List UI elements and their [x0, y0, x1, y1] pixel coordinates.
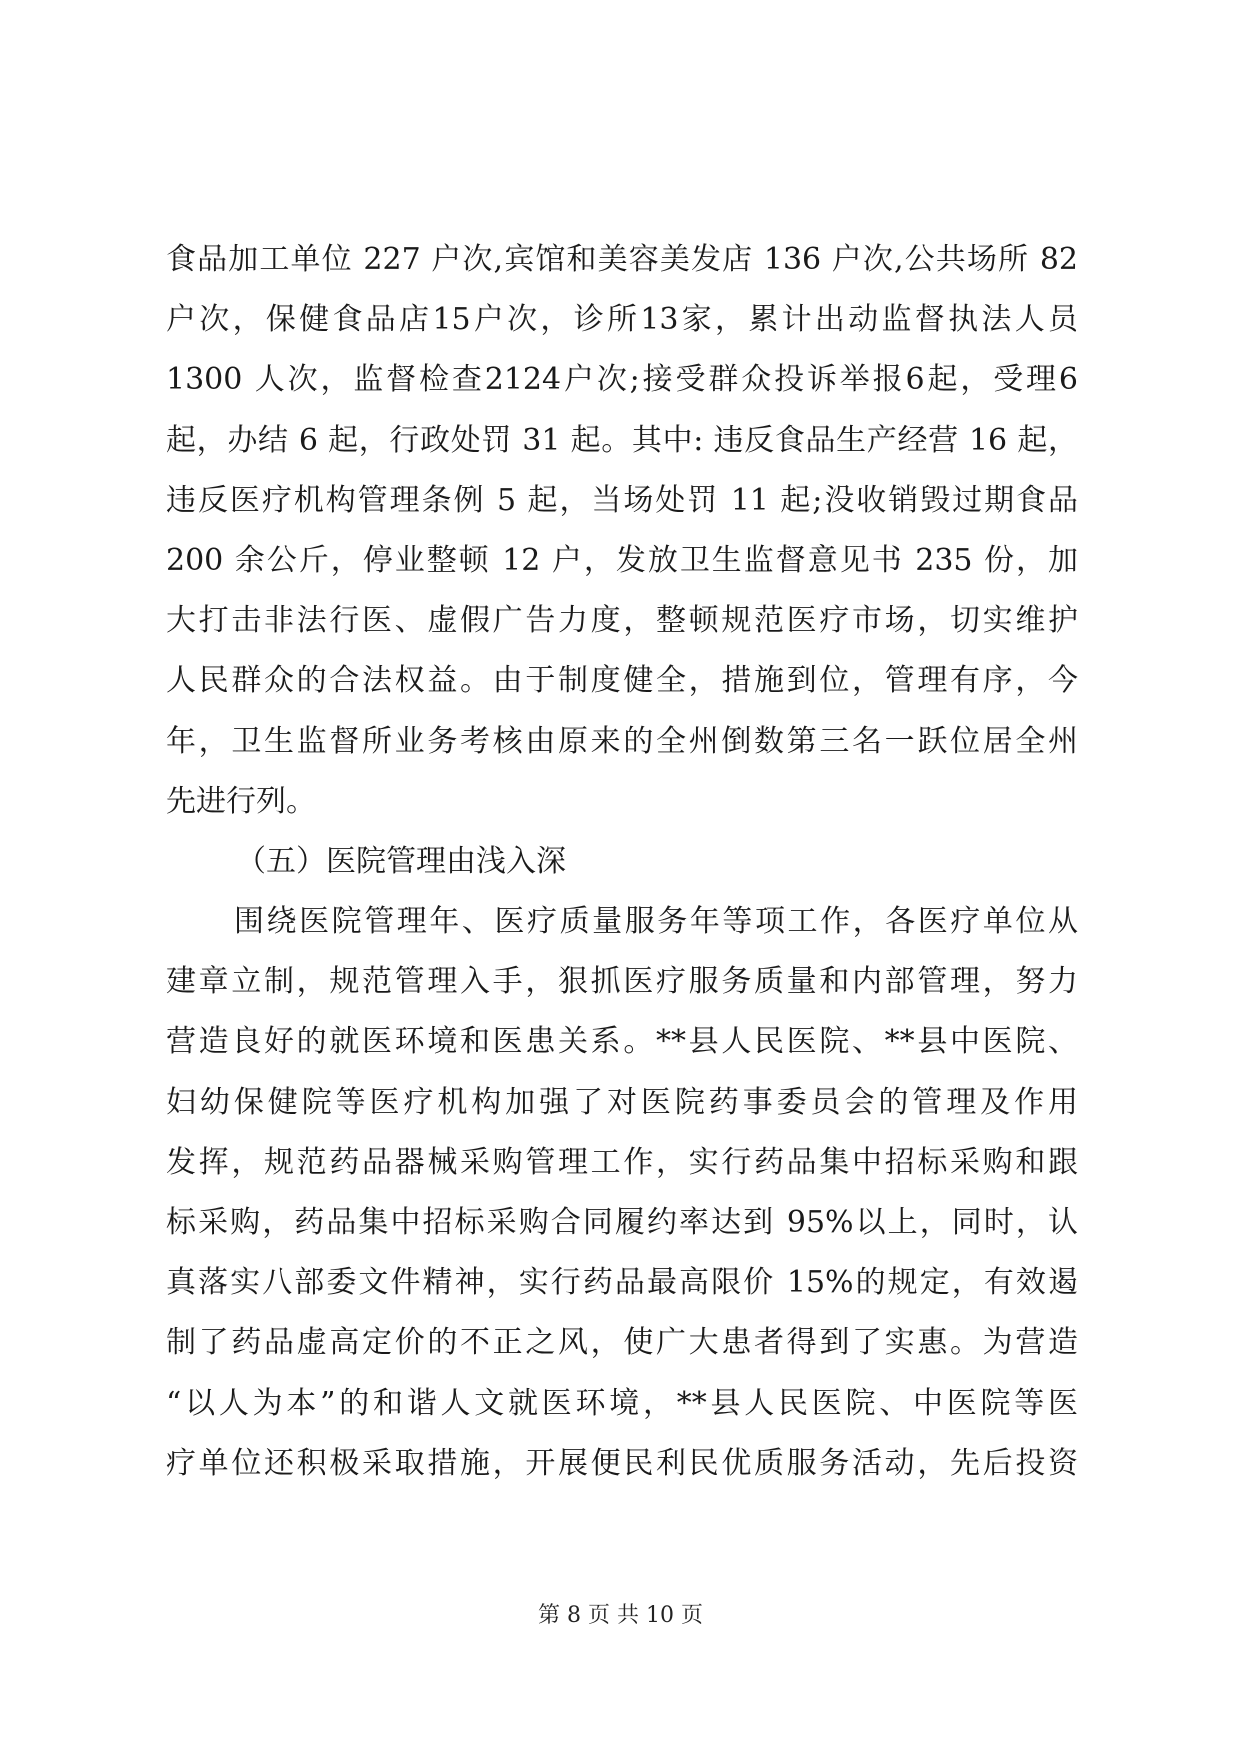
text-line: 真落实八部委文件精神，实行药品最高限价 15%的规定，有效遏 — [166, 1265, 1078, 1301]
text-line: 先进行列。 — [166, 783, 316, 819]
text-line: 食品加工单位 227 户次,宾馆和美容美发店 136 户次,公共场所 82 — [166, 242, 1078, 277]
section-heading: （五）医院管理由浅入深 — [236, 843, 566, 879]
text-line: 发挥，规范药品器械采购管理工作，实行药品集中招标采购和跟 — [166, 1144, 1078, 1180]
text-line: 年，卫生监督所业务考核由原来的全州倒数第三名一跃位居全州 — [166, 723, 1078, 759]
text-line: 起，办结 6 起，行政处罚 31 起。其中: 违反食品生产经营 16 起， — [166, 422, 1078, 458]
text-line: 违反医疗机构管理条例 5 起，当场处罚 11 起;没收销毁过期食品 — [166, 482, 1078, 518]
text-line: “以人为本”的和谐人文就医环境，**县人民医院、中医院等医 — [166, 1385, 1078, 1421]
body-text — [166, 230, 1078, 1494]
text-line: 营造良好的就医环境和医患关系。**县人民医院、**县中医院、 — [166, 1024, 1078, 1060]
text-line: 大打击非法行医、虚假广告力度，整顿规范医疗市场，切实维护 — [166, 603, 1078, 639]
text-line: 制了药品虚高定价的不正之风，使广大患者得到了实惠。为营造 — [166, 1325, 1078, 1361]
text-line: 人民群众的合法权益。由于制度健全，措施到位，管理有序，今 — [166, 663, 1078, 699]
text-line: 标采购，药品集中招标采购合同履约率达到 95%以上，同时，认 — [166, 1205, 1078, 1240]
text-line: 疗单位还积极采取措施，开展便民利民优质服务活动，先后投资 — [166, 1445, 1078, 1481]
paragraph-first-line: 围绕医院管理年、医疗质量服务年等项工作，各医疗单位从 — [234, 904, 1078, 940]
text-line: 妇幼保健院等医疗机构加强了对医院药事委员会的管理及作用 — [166, 1084, 1078, 1120]
text-line: 户次，保健食品店15户次，诊所13家，累计出动监督执法人员 — [166, 302, 1078, 338]
text-line: 1300 人次，监督检查2124户次;接受群众投诉举报6起，受理6 — [166, 362, 1078, 398]
text-line: 200 余公斤，停业整顿 12 户，发放卫生监督意见书 235 份，加 — [166, 542, 1078, 578]
text-line: 建章立制，规范管理入手，狠抓医疗服务质量和内部管理，努力 — [166, 964, 1078, 1000]
page-number-footer: 第 8 页 共 10 页 — [538, 1603, 703, 1628]
